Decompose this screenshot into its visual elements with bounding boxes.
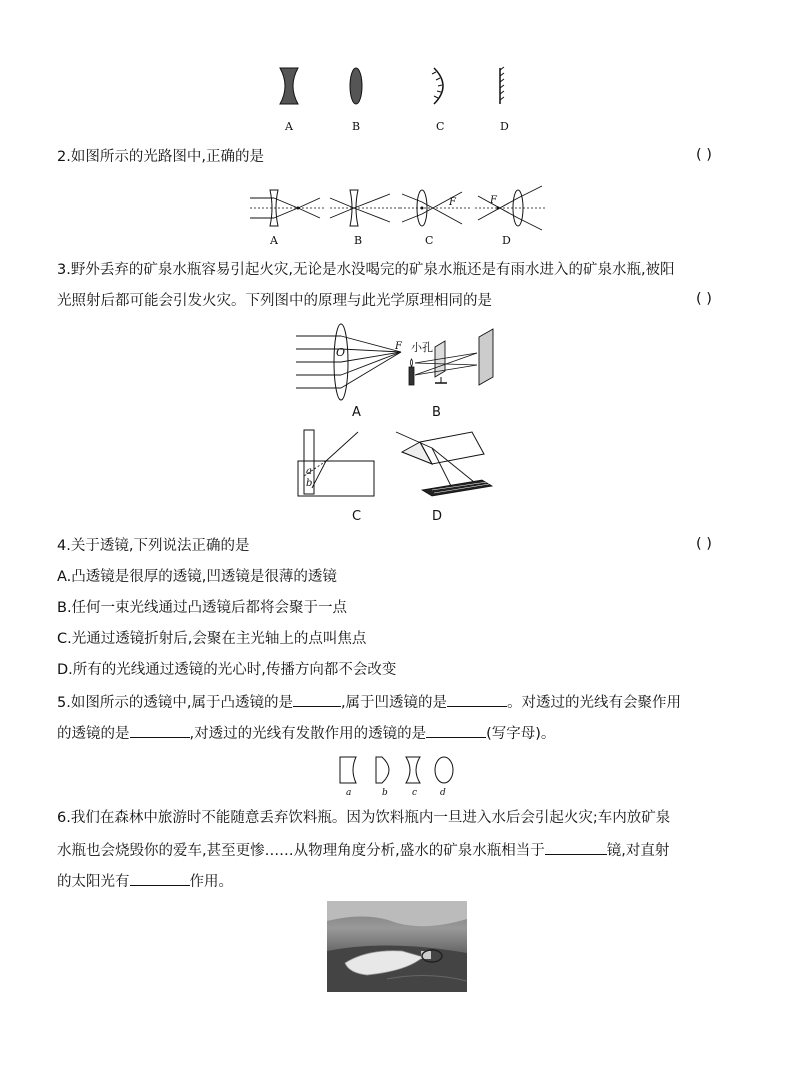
q3-fig-a-label-f: F (395, 341, 402, 352)
q6-stem-line3 (57, 871, 233, 892)
top-figure-label-a: A (285, 120, 293, 133)
q6-stem-line2 (57, 840, 669, 861)
q5-part3: 。对透过的光线有会聚作用 (507, 695, 682, 711)
q4-option-b: B.任何一束光线通过凸透镜后都将会聚于一点 (57, 600, 348, 616)
top-figure-label-d: D (500, 120, 509, 133)
q5-blank-concave[interactable] (447, 692, 507, 707)
q4-stem: 4.关于透镜,下列说法正确的是 (57, 538, 250, 554)
q5-label-d: d (440, 788, 446, 798)
q2-label-b: B (354, 234, 363, 247)
q6-line3-end: 作用。 (189, 874, 233, 890)
q3-label-a: A (352, 405, 361, 420)
q2-stem: 2.如图所示的光路图中,正确的是 (57, 149, 264, 165)
q4-option-c: C.光通过透镜折射后,会聚在主光轴上的点叫焦点 (57, 631, 367, 647)
q6-blank-lens-type[interactable] (545, 840, 607, 855)
q2-label-c: C (425, 234, 434, 247)
q3-figure-a-lens-focus (296, 322, 406, 402)
q5-stem-line1 (57, 692, 681, 713)
top-lens-figure (270, 60, 530, 120)
q5-blank-diverging[interactable] (426, 723, 486, 738)
q2-focus-label-c: F (449, 197, 456, 208)
top-figure-label-c: C (436, 120, 445, 133)
q2-label-d: D (502, 234, 511, 247)
q3-label-d: D (432, 509, 443, 524)
top-figure-label-b: B (352, 120, 361, 133)
q3-fig-b-pinhole-label: 小孔 (411, 341, 433, 354)
q3-stem-line2: 光照射后都可能会引发火灾。下列图中的原理与此光学原理相同的是 (57, 293, 492, 309)
q6-blank-effect[interactable] (130, 871, 190, 886)
q5-label-b: b (382, 788, 388, 798)
q6-car-bottle-photo (327, 901, 467, 992)
q2-focus-label-d: F (490, 195, 497, 206)
q3-fig-c-label-b: b (306, 478, 313, 489)
q3-figure-b-pinhole (405, 325, 500, 390)
q5-part2: ,属于凹透镜的是 (340, 695, 448, 711)
q5-stem-line2 (57, 723, 555, 744)
q2-answer-paren: ( ) (696, 147, 712, 163)
q5-lens-shapes (338, 755, 458, 787)
q5-blank-converging[interactable] (130, 723, 190, 738)
q3-label-b: B (432, 405, 441, 420)
q4-option-a: A.凸透镜是很厚的透镜,凹透镜是很薄的透镜 (57, 569, 337, 585)
q5-part6: (写字母)。 (486, 726, 556, 742)
q6-stem-line1: 6.我们在森林中旅游时不能随意丢弃饮料瓶。因为饮料瓶内一旦进入水后会引起火灾;车内放矿泉 (57, 810, 671, 826)
q6-line2-end: 镜,对直射 (606, 843, 670, 859)
q3-fig-a-label-o: O (336, 346, 346, 359)
q3-fig-c-label-a: a (306, 466, 312, 477)
q5-part4: 的透镜的是 (57, 726, 130, 742)
q3-label-c: C (352, 509, 362, 524)
q2-ray-diagrams (250, 184, 550, 234)
q6-line2-text: 水瓶也会烧毁你的爱车,甚至更惨……从物理角度分析,盛水的矿泉水瓶相当于 (57, 843, 545, 859)
q4-option-d: D.所有的光线通过透镜的光心时,传播方向都不会改变 (57, 662, 397, 678)
q3-stem-line1: 3.野外丢弃的矿泉水瓶容易引起火灾,无论是水没喝完的矿泉水瓶还是有雨水进入的矿泉水瓶,被阳 (57, 262, 675, 278)
q6-line3-text: 的太阳光有 (57, 874, 130, 890)
q5-blank-convex[interactable] (293, 692, 341, 707)
q3-figure-d-prism (392, 430, 502, 498)
q5-part5: ,对透过的光线有发散作用的透镜的是 (189, 726, 427, 742)
q4-answer-paren: ( ) (696, 536, 712, 552)
q5-label-c: c (412, 788, 418, 798)
q5-label-a: a (346, 788, 352, 798)
q5-part1: 5.如图所示的透镜中,属于凸透镜的是 (57, 695, 293, 711)
q2-label-a: A (270, 234, 278, 247)
q3-answer-paren: ( ) (696, 291, 712, 307)
